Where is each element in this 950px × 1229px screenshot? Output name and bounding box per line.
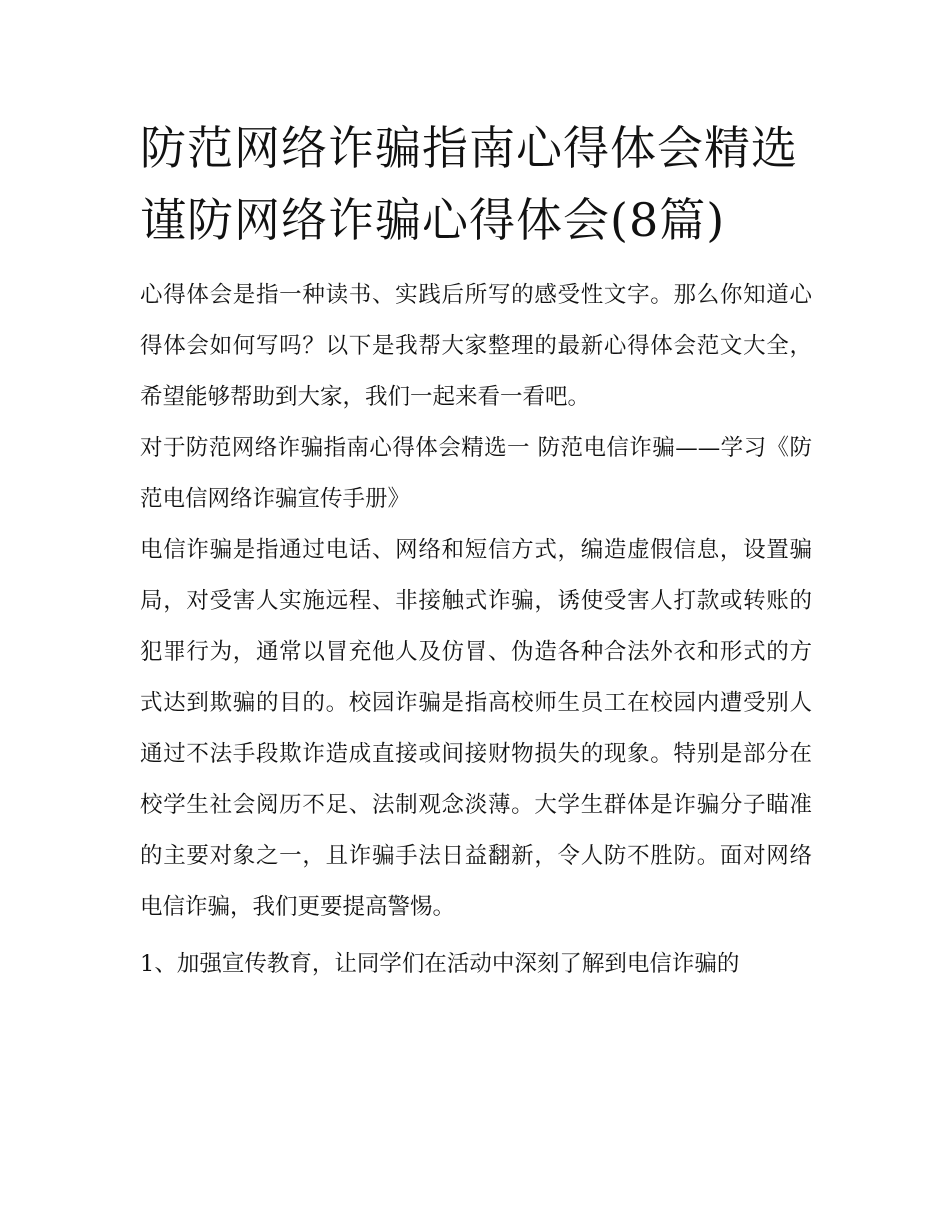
document-title: 防范网络诈骗指南心得体会精选 谨防网络诈骗心得体会(8篇) [140, 121, 798, 247]
list-item-paragraph: 1、加强宣传教育，让同学们在活动中深刻了解到电信诈骗的 [140, 951, 740, 977]
section-heading-paragraph: 对于防范网络诈骗指南心得体会精选一 防范电信诈骗——学习《防范电信网络诈骗宣传手册》 [140, 435, 812, 512]
document-page [140, 112, 812, 990]
body-paragraph: 电信诈骗是指通过电话、网络和短信方式，编造虚假信息，设置骗局，对受害人实施远程、非接触式诈骗，诱使受害人打款或转账的犯罪行为，通常以冒充他人及仿冒、伪造各种合法外衣和形式的方式达到欺骗的目的。校园诈骗是指高校师生员工在校园内遭受别人通过不法手段欺诈造成直接或间接财物损失的现象。特别是部分在校学生社会阅历不足、法制观念淡薄。大学生群体是诈骗分子瞄准的主要对象之一，且诈骗手法日益翻新，令人防不胜防。面对网络电信诈骗，我们更要提高警惕。 [140, 537, 812, 920]
intro-paragraph: 心得体会是指一种读书、实践后所写的感受性文字。那么你知道心得体会如何写吗？以下是我帮大家整理的最新心得体会范文大全，希望能够帮助到大家，我们一起来看一看吧。 [140, 282, 812, 410]
